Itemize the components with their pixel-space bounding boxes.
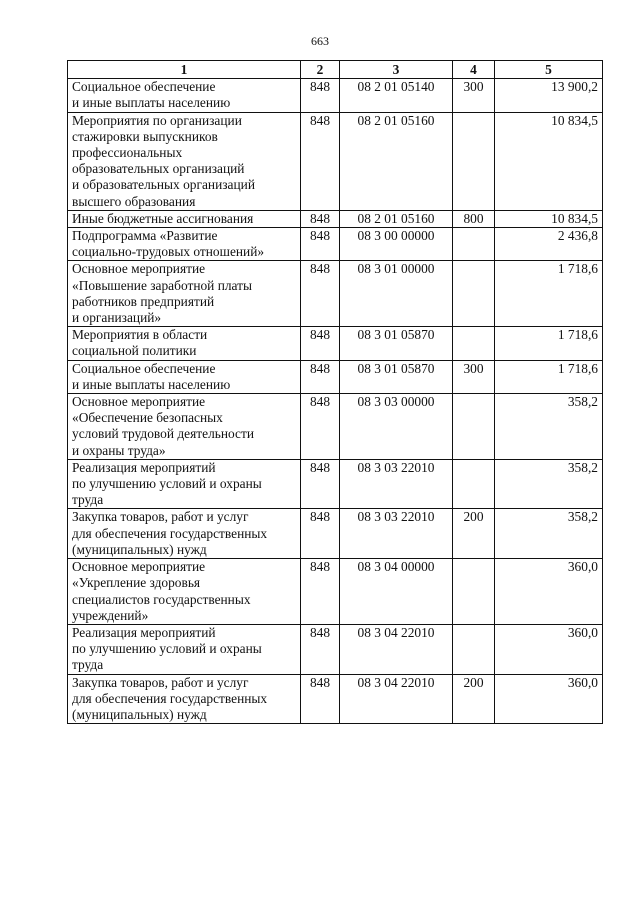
row-name-cell: Социальное обеспечение и иные выплаты населению [68, 360, 301, 393]
row-department-cell: 848 [301, 228, 340, 261]
row-department-cell: 848 [301, 624, 340, 674]
row-expense-type-cell: 200 [453, 509, 495, 559]
row-department-cell: 848 [301, 559, 340, 625]
row-target-article-cell: 08 3 00 00000 [340, 228, 453, 261]
row-target-article-cell: 08 2 01 05160 [340, 112, 453, 210]
table-row [68, 459, 603, 509]
row-amount-cell: 358,2 [495, 394, 603, 460]
row-expense-type-cell [453, 112, 495, 210]
row-name-cell: Закупка товаров, работ и услуг для обеспечения государственных (муниципальных) нужд [68, 674, 301, 724]
row-department-cell: 848 [301, 674, 340, 724]
row-expense-type-cell: 800 [453, 210, 495, 227]
row-amount-cell: 360,0 [495, 674, 603, 724]
row-amount-cell: 10 834,5 [495, 112, 603, 210]
table-row [68, 674, 603, 724]
row-name-cell: Основное мероприятие «Обеспечение безопасных условий трудовой деятельности и охраны труда» [68, 394, 301, 460]
table-header [68, 61, 603, 79]
table-row [68, 79, 603, 112]
table-row [68, 394, 603, 460]
row-target-article-cell: 08 3 04 22010 [340, 624, 453, 674]
row-target-article-cell: 08 3 03 00000 [340, 394, 453, 460]
row-target-article-cell: 08 3 03 22010 [340, 459, 453, 509]
row-expense-type-cell [453, 228, 495, 261]
row-target-article-cell: 08 3 04 00000 [340, 559, 453, 625]
row-expense-type-cell [453, 261, 495, 327]
row-name-cell: Реализация мероприятий по улучшению условий и охраны труда [68, 624, 301, 674]
row-expense-type-cell [453, 327, 495, 360]
row-amount-cell: 1 718,6 [495, 327, 603, 360]
budget-table [67, 60, 603, 724]
row-expense-type-cell [453, 459, 495, 509]
table-row [68, 559, 603, 625]
row-name-cell: Мероприятия в области социальной политики [68, 327, 301, 360]
row-department-cell: 848 [301, 210, 340, 227]
table-row [68, 210, 603, 227]
row-target-article-cell: 08 3 03 22010 [340, 509, 453, 559]
row-amount-cell: 360,0 [495, 559, 603, 625]
row-expense-type-cell: 300 [453, 79, 495, 112]
row-department-cell: 848 [301, 459, 340, 509]
row-expense-type-cell [453, 559, 495, 625]
table-row [68, 624, 603, 674]
row-name-cell: Реализация мероприятий по улучшению условий и охраны труда [68, 459, 301, 509]
table-row [68, 261, 603, 327]
row-amount-cell: 2 436,8 [495, 228, 603, 261]
row-target-article-cell: 08 3 04 22010 [340, 674, 453, 724]
row-expense-type-cell: 300 [453, 360, 495, 393]
row-name-cell: Подпрограмма «Развитие социально-трудовых отношений» [68, 228, 301, 261]
row-name-cell: Основное мероприятие «Повышение заработной платы работников предприятий и организаций» [68, 261, 301, 327]
row-amount-cell: 358,2 [495, 509, 603, 559]
table-body [68, 79, 603, 724]
row-amount-cell: 1 718,6 [495, 360, 603, 393]
table-row [68, 327, 603, 360]
row-department-cell: 848 [301, 360, 340, 393]
row-target-article-cell: 08 3 01 05870 [340, 360, 453, 393]
header-col-target-article: 3 [340, 61, 453, 79]
row-expense-type-cell: 200 [453, 674, 495, 724]
header-col-department: 2 [301, 61, 340, 79]
row-amount-cell: 13 900,2 [495, 79, 603, 112]
page-number: 663 [311, 34, 329, 48]
row-name-cell: Закупка товаров, работ и услуг для обеспечения государственных (муниципальных) нужд [68, 509, 301, 559]
row-expense-type-cell [453, 624, 495, 674]
row-name-cell: Основное мероприятие «Укрепление здоровья специалистов государственных учреждений» [68, 559, 301, 625]
table-row [68, 509, 603, 559]
row-target-article-cell: 08 2 01 05160 [340, 210, 453, 227]
row-department-cell: 848 [301, 261, 340, 327]
row-department-cell: 848 [301, 509, 340, 559]
row-department-cell: 848 [301, 79, 340, 112]
row-expense-type-cell [453, 394, 495, 460]
table-row [68, 112, 603, 210]
row-name-cell: Социальное обеспечение и иные выплаты населению [68, 79, 301, 112]
row-department-cell: 848 [301, 327, 340, 360]
row-name-cell: Иные бюджетные ассигнования [68, 210, 301, 227]
header-row [68, 61, 603, 79]
row-amount-cell: 358,2 [495, 459, 603, 509]
row-name-cell: Мероприятия по организации стажировки выпускников профессиональных образовательных организаций и образовательных организаций высшего образования [68, 112, 301, 210]
row-department-cell: 848 [301, 394, 340, 460]
header-col-amount: 5 [495, 61, 603, 79]
row-target-article-cell: 08 2 01 05140 [340, 79, 453, 112]
header-col-expense-type: 4 [453, 61, 495, 79]
row-amount-cell: 1 718,6 [495, 261, 603, 327]
row-amount-cell: 10 834,5 [495, 210, 603, 227]
row-target-article-cell: 08 3 01 00000 [340, 261, 453, 327]
header-col-name: 1 [68, 61, 301, 79]
table-row [68, 228, 603, 261]
row-amount-cell: 360,0 [495, 624, 603, 674]
row-department-cell: 848 [301, 112, 340, 210]
row-target-article-cell: 08 3 01 05870 [340, 327, 453, 360]
table-row [68, 360, 603, 393]
